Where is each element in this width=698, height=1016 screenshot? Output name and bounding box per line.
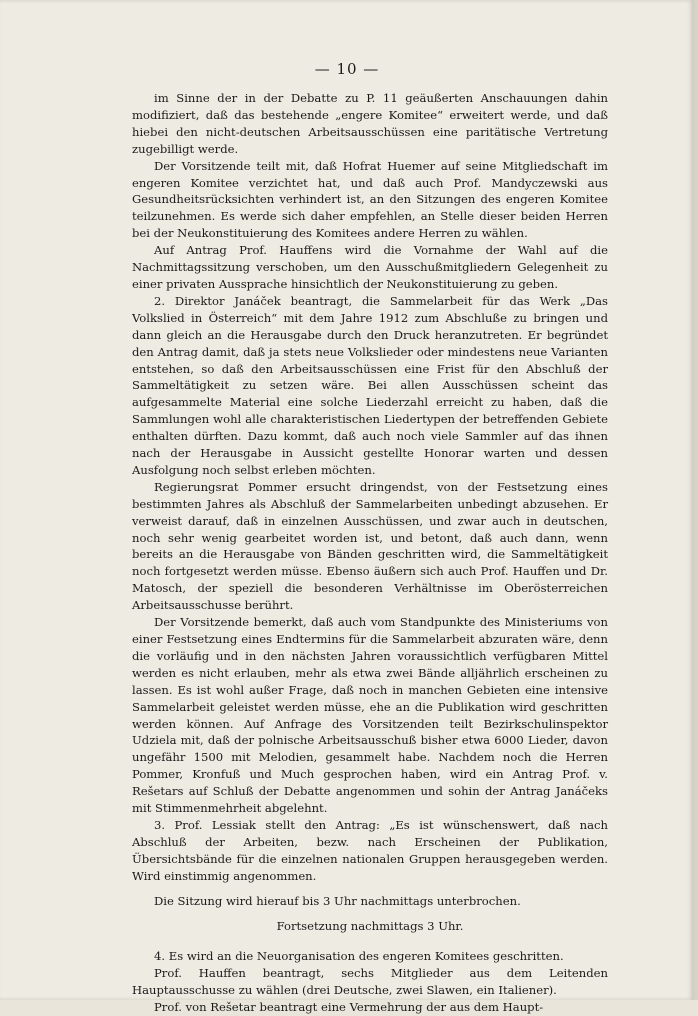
paragraph: Die Sitzung wird hierauf bis 3 Uhr nachmittags unterbrochen. <box>154 893 521 908</box>
paragraph: Prof. Hauffen beantragt, sechs Mitglieder aus dem Leitenden Hauptausschusse zu wählen (drei Deutsche, zwei Slawen, ein Italiener). <box>132 966 608 998</box>
body-text <box>132 90 608 1016</box>
paragraph: 2. Direktor Janáček beantragt, die Sammelarbeit für das Werk „Das Volkslied in Österreich“ mit dem Jahre 1912 zum Abschluße zu bringen und dann gleich an die Herausgabe durch den Druck heranzutreten. Er begründet den Antrag damit, daß ja stets neue Volkslieder oder mindestens neue Varianten entstehen, so daß den Arbeitsausschüssen eine Frist für den Abschluß der Sammeltätigkeit zu setzen wäre. Bei allen Ausschüssen scheint das aufgesammelte Material eine solche Liederzahl erreicht zu haben, daß die Sammlungen wohl alle charakteristischen Liedertypen der betreffenden Gebiete enthalten dürften. Dazu kommt, daß auch noch viele Sammler auf das ihnen nach der Herausgabe in Aussicht gestellte Honorar warten und dessen Ausfolgung noch selbst erleben möchten. <box>132 293 608 477</box>
paragraph: im Sinne der in der Debatte zu P. 11 geäußerten Anschauungen dahin modifiziert, daß das bestehende „engere Komitee“ erweitert werde, und daß hiebei den nicht-deutschen Arbeitsausschüssen eine paritätische Vertretung zugebilligt werde. <box>132 91 608 156</box>
paragraph: Auf Antrag Prof. Hauffens wird die Vornahme der Wahl auf die Nachmittagssitzung verschoben, um den Ausschußmitgliedern Gelegenheit zu einer privaten Aussprache hinsichtlich der Neukonstituierung zu geben. <box>132 243 608 291</box>
paragraph: Regierungsrat Pommer ersucht dringendst, von der Festsetzung eines bestimmten Jahres als Abschluß der Sammelarbeiten unbedingt abzusehen. Er verweist darauf, daß in einzelnen Ausschüssen, und zwar auch in deutschen, noch sehr wenig gearbeitet worden ist, und betont, daß auch dann, wenn bereits an die Herausgabe von Bänden geschritten wird, die Sammeltätigkeit noch fortgesetzt werden müsse. Ebenso äußern sich auch Prof. Hauffen und Dr. Matosch, der speziell die besonderen Verhältnisse im Oberösterreichen Arbeitsausschusse berührt. <box>132 479 608 613</box>
paragraph: Der Vorsitzende teilt mit, daß Hofrat Huemer auf seine Mitgliedschaft im engeren Komitee verzichtet hat, und daß auch Prof. Mandyczewski aus Gesundheitsrücksichten verhindert ist, an den Sitzungen des engeren Komitee teilzunehmen. Es werde sich daher empfehlen, an Stelle dieser beiden Herren bei der Neukonstituierung des Komitees andere Herren zu wählen. <box>132 158 608 241</box>
paragraph: Der Vorsitzende bemerkt, daß auch vom Standpunkte des Ministeriums von einer Festsetzung eines Endtermins für die Sammelarbeit abzuraten wäre, denn die vorläufig und in den nächsten Jahren voraussichtlich verfügbaren Mittel werden es nicht erlauben, mehr als etwa zwei Bände alljährlich erscheinen zu lassen. Es ist wohl außer Frage, daß noch in manchen Gebieten eine intensive Sammelarbeit geleistet werden müsse, ehe an die Publikation wird geschritten werden können. Auf Anfrage des Vorsitzenden teilt Bezirkschulinspektor Udziela mit, daß der polnische Arbeitsausschuß bisher etwa 6000 Lieder, davon ungefähr 1500 mit Melodien, gesammelt habe. Nachdem noch die Herren Pommer, Kronfuß und Much gesprochen haben, wird ein Antrag Prof. v. Rešetars auf Schluß der Debatte angenommen und sohin der Antrag Janáčeks mit Stimmenmehrheit abgelehnt. <box>132 615 608 816</box>
page-number: — 10 — <box>314 60 380 78</box>
page-edge <box>694 0 698 1000</box>
paragraph: 4. Es wird an die Neuorganisation des engeren Komitees geschritten. <box>154 949 564 964</box>
paragraph: Prof. von Rešetar beantragt eine Vermehrung der aus dem Haupt- <box>154 1000 544 1015</box>
paragraph: 3. Prof. Lessiak stellt den Antrag: „Es ist wünschenswert, daß nach Abschluß der Arbeiten, bezw. nach Erscheinen der Publikation, Übersichtsbände für die einzelnen nationalen Gruppen herausgegeben werden. Wird einstimmig angenommen. <box>132 817 608 883</box>
continuation-heading: Fortsetzung nachmittags 3 Uhr. <box>276 918 464 933</box>
